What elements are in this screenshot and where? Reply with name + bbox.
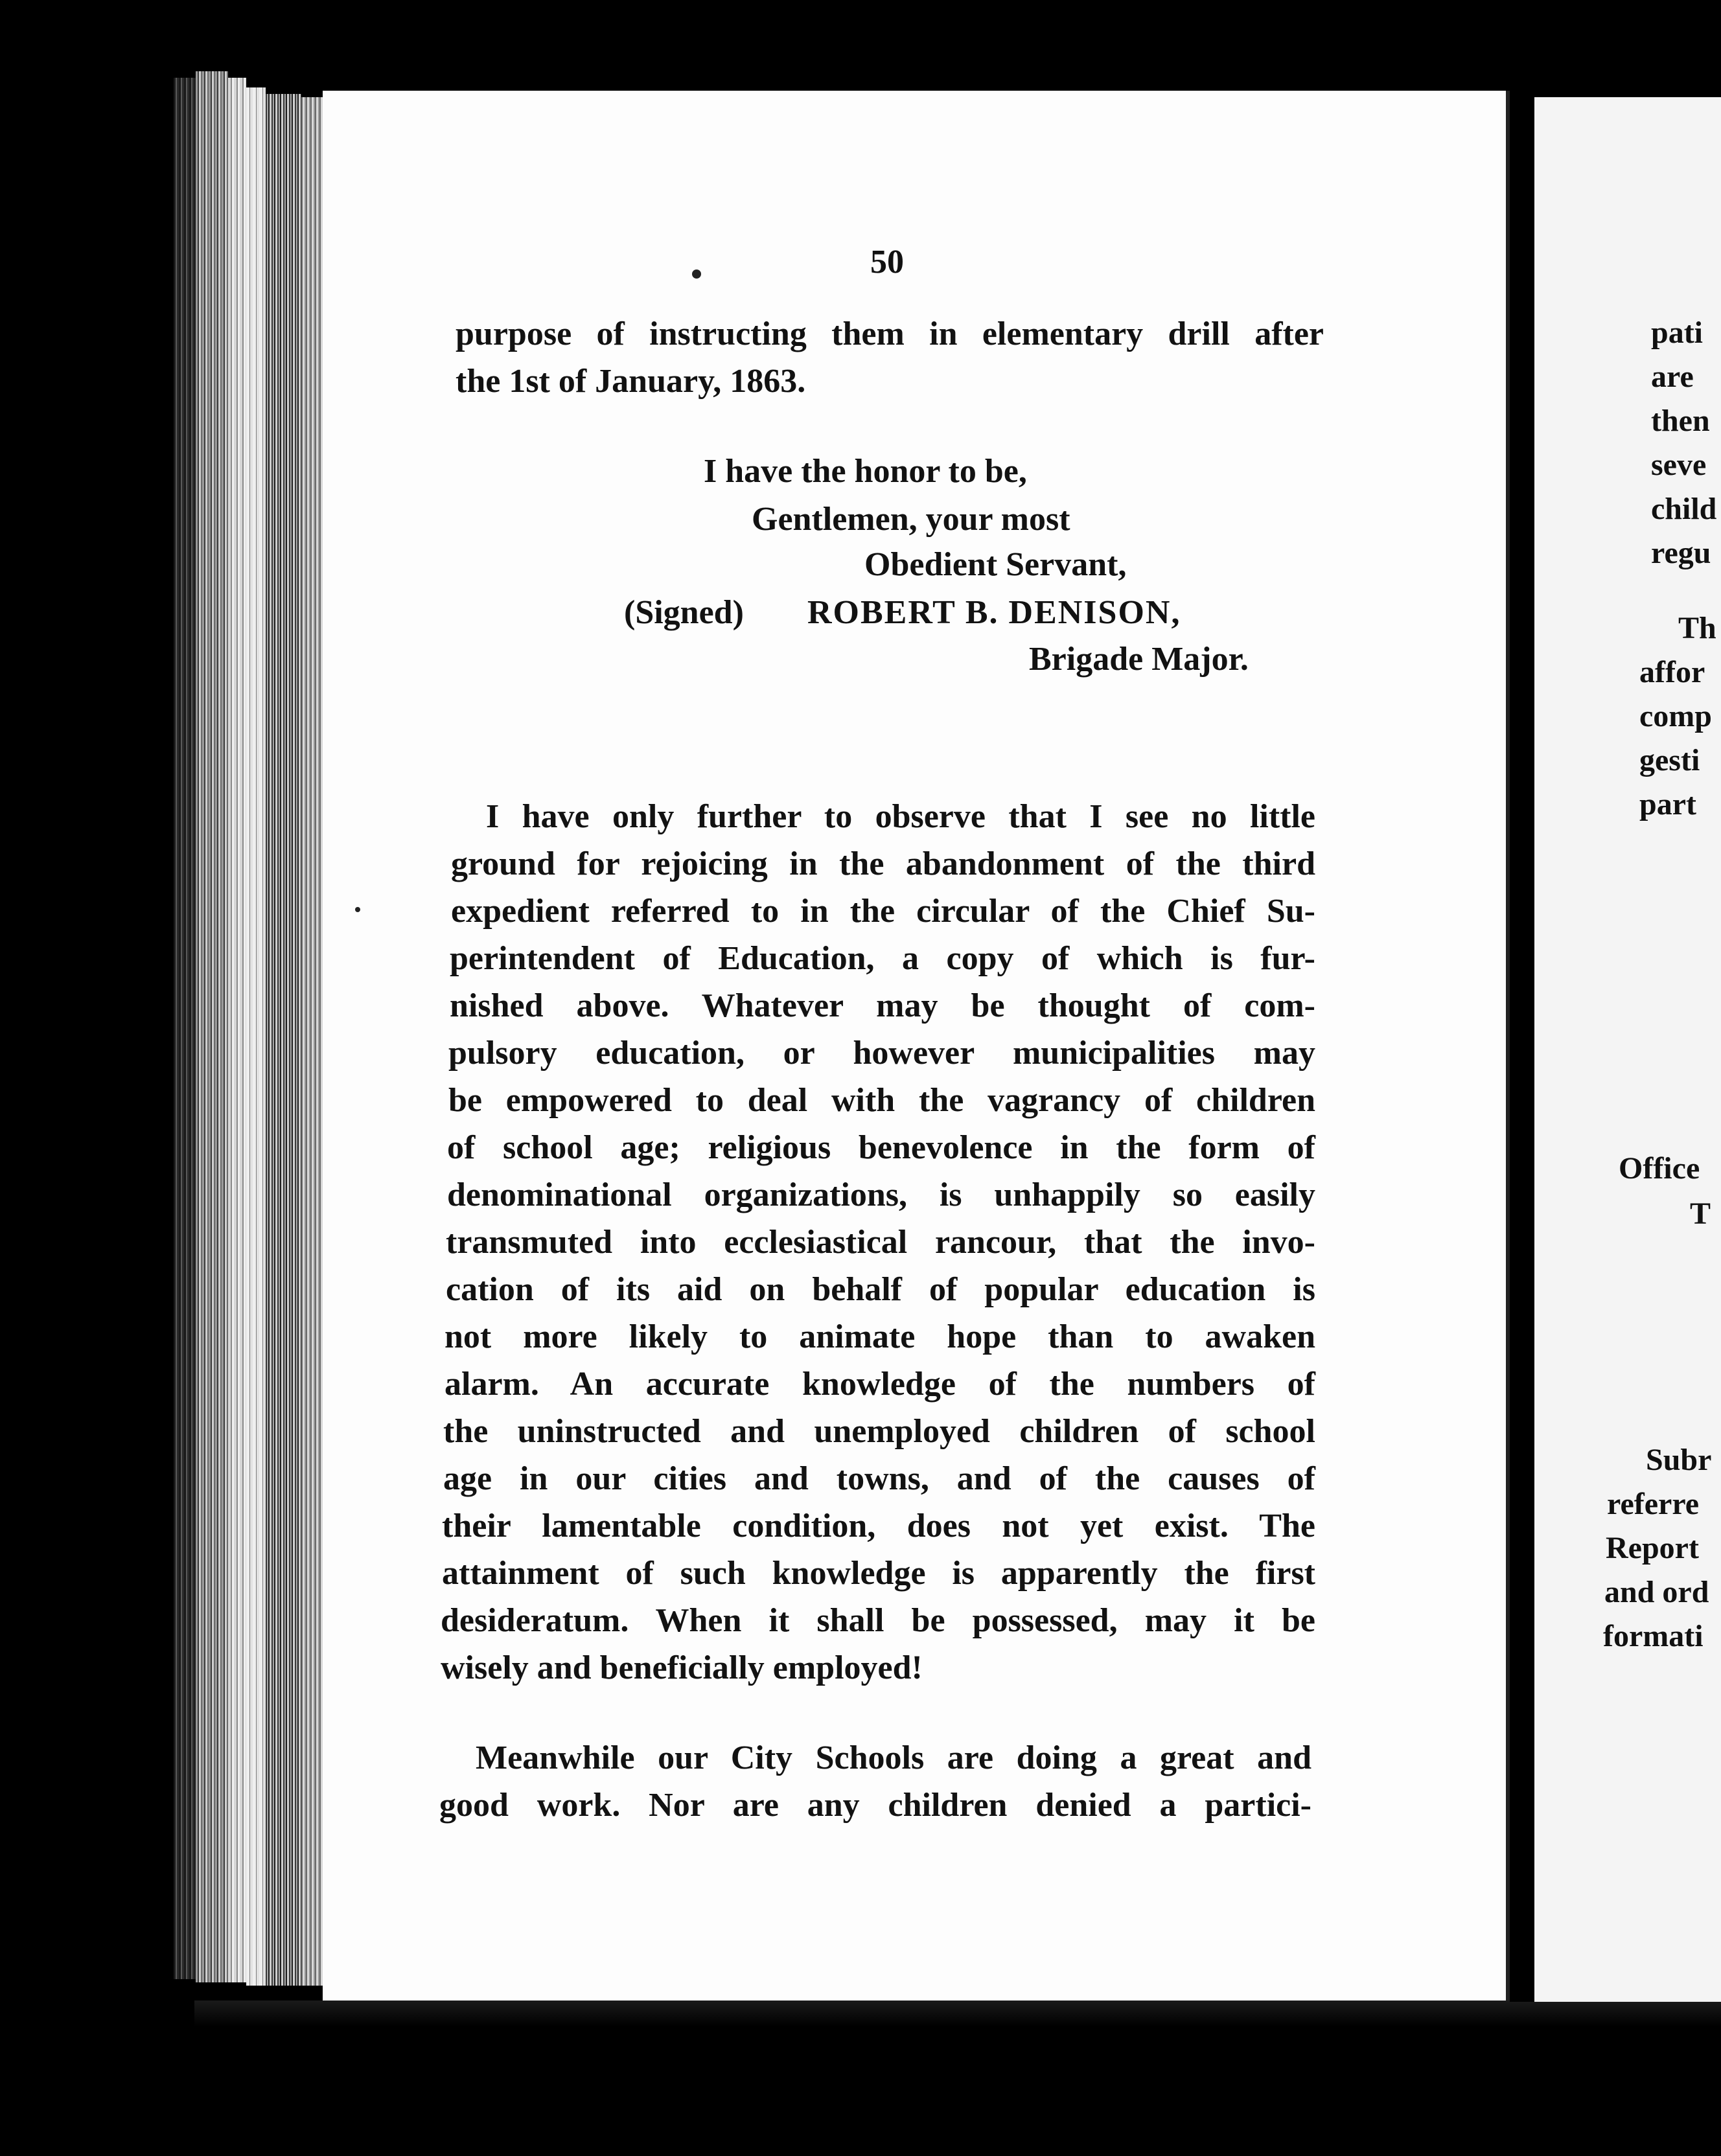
facing-text-fragment: affor	[1639, 655, 1705, 689]
ink-speck	[355, 907, 360, 912]
salutation-line: Gentlemen, your most	[752, 501, 1070, 538]
salutation-line: I have the honor to be,	[704, 453, 1027, 490]
facing-text-fragment: part	[1639, 787, 1696, 821]
text-line: nished above. Whatever may be thought of com-	[450, 987, 1315, 1024]
text-line: I have only further to observe that I see no little	[486, 798, 1315, 835]
facing-text-fragment: seve	[1651, 448, 1707, 482]
book-gutter	[1510, 97, 1534, 2002]
facing-text-fragment: Subr	[1646, 1443, 1712, 1477]
facing-text-fragment: referre	[1607, 1487, 1700, 1521]
text-line: alarm. An accurate knowledge of the numbers of	[445, 1366, 1315, 1403]
signed-label: (Signed)	[624, 594, 744, 631]
text-line: desideratum. When it shall be possessed, may it be	[441, 1602, 1315, 1639]
page-edge	[196, 71, 228, 1982]
text-line: denominational organizations, is unhappily so easily	[447, 1176, 1315, 1213]
page-shadow	[194, 2001, 1721, 2026]
signer-name: ROBERT B. DENISON,	[807, 594, 1181, 631]
text-line: be empowered to deal with the vagrancy of children	[448, 1082, 1315, 1119]
book-page	[323, 91, 1510, 2001]
page-edge	[174, 78, 196, 1979]
facing-text-fragment: T	[1690, 1197, 1711, 1231]
facing-text-fragment: comp	[1639, 699, 1712, 733]
text-line: good work. Nor are any children denied a partici-	[439, 1787, 1311, 1824]
facing-text-fragment: and ord	[1604, 1575, 1709, 1609]
text-line: ground for rejoicing in the abandonment of the third	[451, 845, 1315, 882]
text-line: their lamentable condition, does not yet exist. The	[442, 1508, 1315, 1544]
facing-text-fragment: child	[1651, 492, 1717, 526]
facing-text-fragment: are	[1651, 360, 1694, 394]
signer-title: Brigade Major.	[1029, 641, 1249, 678]
facing-text-fragment: pati	[1651, 315, 1704, 350]
text-line: the 1st of January, 1863.	[456, 363, 806, 400]
text-line: expedient referred to in the circular of the Chief Su-	[451, 893, 1315, 930]
text-line: age in our cities and towns, and of the causes of	[443, 1460, 1315, 1497]
page-edge	[228, 78, 246, 1982]
facing-page	[1534, 97, 1721, 2002]
page-edge	[246, 87, 266, 1986]
text-line: wisely and beneficially employed!	[441, 1649, 923, 1686]
facing-text-fragment: gesti	[1639, 743, 1700, 777]
salutation-line: Obedient Servant,	[864, 546, 1127, 583]
facing-text-fragment: Office	[1619, 1151, 1700, 1186]
page-edge	[266, 94, 301, 1986]
text-line: perintendent of Education, a copy of which is fur-	[450, 940, 1315, 977]
page-number: 50	[870, 244, 904, 281]
facing-text-fragment: then	[1651, 404, 1710, 438]
text-line: the uninstructed and unemployed children of school	[443, 1413, 1315, 1450]
facing-text-fragment: formati	[1603, 1619, 1704, 1653]
text-line: not more likely to animate hope than to awaken	[445, 1318, 1315, 1355]
facing-text-fragment: Report	[1606, 1531, 1699, 1565]
text-line: pulsory education, or however municipalities may	[448, 1035, 1315, 1072]
text-line: transmuted into ecclesiastical rancour, that the invo-	[446, 1224, 1315, 1261]
text-line: Meanwhile our City Schools are doing a great and	[476, 1739, 1311, 1776]
text-line: purpose of instructing them in elementary drill after	[456, 315, 1324, 352]
text-line: of school age; religious benevolence in the form of	[447, 1129, 1315, 1166]
ink-speck	[692, 270, 701, 279]
text-line: attainment of such knowledge is apparently the first	[442, 1555, 1315, 1592]
facing-text-fragment: regu	[1651, 536, 1711, 570]
text-line: cation of its aid on behalf of popular education is	[446, 1271, 1315, 1308]
facing-text-fragment: Th	[1678, 611, 1716, 645]
